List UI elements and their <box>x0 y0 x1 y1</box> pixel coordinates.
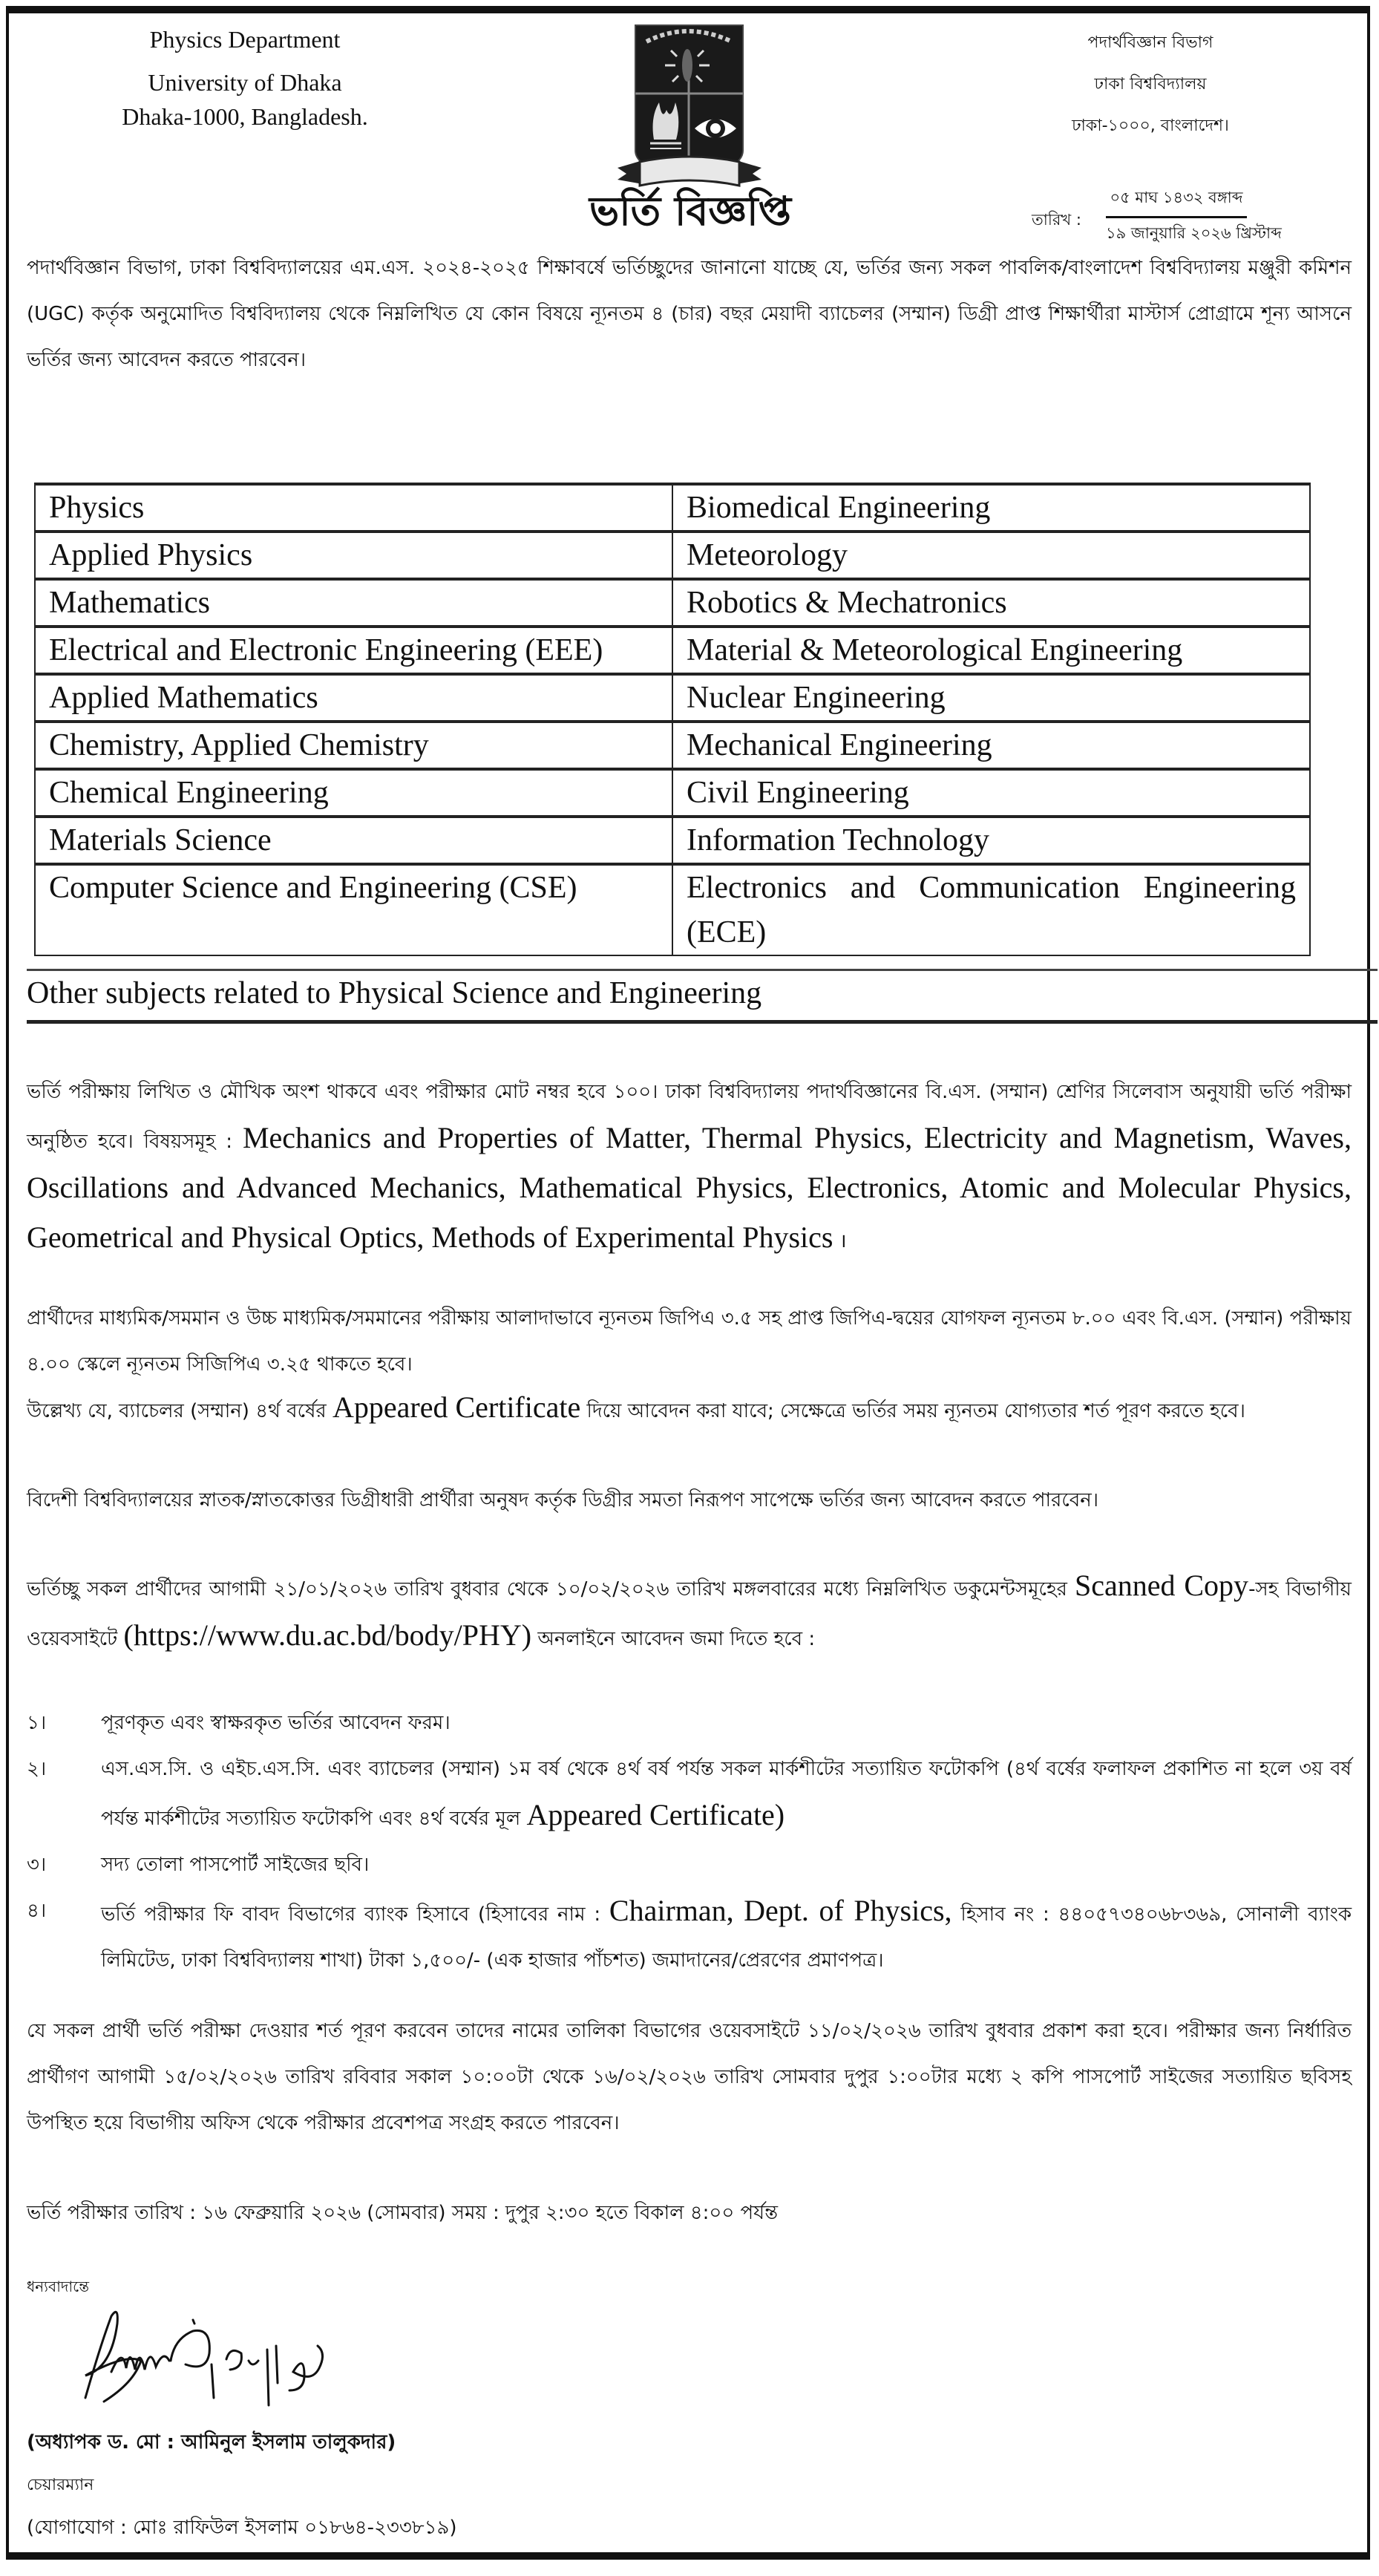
appeared-certificate-paragraph <box>27 1385 1352 1434</box>
subject-row <box>35 579 1310 627</box>
document-item <box>27 1746 1352 1842</box>
item-text-bn-2: হিসাব নং : ৪৪০৫৭৩৪০৬৮৩৬৯, সোনালী ব্যাংক লিমিটেড, ঢাকা বিশ্ববিদ্যালয় শাখা) টাকা ১,৫০০/- (এক হাজার পাঁচশত) জমাদানের/প্রেরণের প্রমাণপত্র। <box>101 1903 1352 1972</box>
address-bn: ঢাকা-১০০০, বাংলাদেশ। <box>1072 117 1229 135</box>
exam-syllabus-bn: ভর্তি পরীক্ষায় লিখিত ও মৌখিক অংশ থাকবে এবং পরীক্ষার মোট নম্বর হবে ১০০। ঢাকা বিশ্ববিদ্যালয় পদার্থবিজ্ঞানের বি.এস. (সম্মান) শ্রেণির সিলেবাস অনুযায়ী ভর্তি পরীক্ষা অনুষ্ঠিত হবে। বিষয়সমূহ : <box>27 1081 1352 1153</box>
subject-left: Physics <box>35 484 672 532</box>
subject-right: Robotics & Mechatronics <box>672 579 1310 627</box>
date-label: তারিখ : <box>1032 211 1081 229</box>
subject-right: Mechanical Engineering <box>672 722 1310 769</box>
subject-left: Mathematics <box>35 579 672 627</box>
apply-mid: -সহ বিভাগীয় ওয়েবসাইটে <box>27 1578 1352 1650</box>
subject-right: Biomedical Engineering <box>672 484 1310 532</box>
header-english-address <box>45 22 445 134</box>
subject-row <box>35 817 1310 864</box>
exam-syllabus-paragraph <box>27 1069 1352 1264</box>
dept-name-bn: পদার্থবিজ্ঞান বিভাগ <box>1087 33 1213 52</box>
appeared-post: দিয়ে আবেদন করা যাবে; সেক্ষেত্রে ভর্তির সময় ন্যূনতম যোগ্যতার শর্ত পূরণ করতে হবে। <box>586 1400 1245 1422</box>
item-text: পূরণকৃত এবং স্বাক্ষরকৃত ভর্তির আবেদন ফরম। <box>101 1712 451 1734</box>
application-paragraph <box>27 1563 1352 1662</box>
subject-right: Material & Meteorological Engineering <box>672 627 1310 674</box>
subject-row <box>35 484 1310 532</box>
item-text <box>101 1746 1352 1842</box>
item-number: ২। <box>27 1758 47 1780</box>
subject-row <box>35 627 1310 674</box>
exam-syllabus-topics: Mechanics and Properties of Matter, Thermal Physics, Electricity and Magnetism, Waves, Oscillations and Advanced Mechanics, Mathematical Physics, Electronics, Atomic and Molecular Physics, Geometrical and Physical Optics, Methods of Experimental Physics <box>27 1121 1352 1254</box>
university-name-bn: ঢাকা বিশ্ববিদ্যালয় <box>1094 75 1207 94</box>
appeared-en: Appeared Certificate <box>332 1390 581 1424</box>
item-text <box>101 1888 1352 1984</box>
exam-syllabus-end: । <box>833 1230 847 1252</box>
subject-left: Chemical Engineering <box>35 769 672 817</box>
apply-pre: ভর্তিচ্ছু সকল প্রার্থীদের আগামী ২১/০১/২০২৬ তারিখ বুধবার থেকে ১০/০২/২০২৬ তারিখ মঙ্গলবারের মধ্যে নিম্নলিখিত ডকুমেন্টসমূহের <box>27 1578 1067 1601</box>
subject-left: Applied Physics <box>35 532 672 579</box>
university-crest-icon <box>613 21 791 192</box>
date-gregorian: ১৯ জানুয়ারি ২০২৬ খ্রিস্টাব্দ <box>1106 224 1282 242</box>
closing-thanks: ধন্যবাদান্তে <box>27 2278 90 2295</box>
exam-date-line: ভর্তি পরীক্ষার তারিখ : ১৬ ফেব্রুয়ারি ২০২৬ (সোমবার) সময় : দুপুর ২:৩০ হতে বিকাল ৪:০০ পর্যন্ত <box>27 2202 779 2224</box>
date-fraction <box>1106 186 1282 247</box>
subject-left: Electrical and Electronic Engineering (EEE) <box>35 627 672 674</box>
subject-row <box>35 864 1310 955</box>
subject-row <box>35 769 1310 817</box>
intro-paragraph: পদার্থবিজ্ঞান বিভাগ, ঢাকা বিশ্ববিদ্যালয়ের এম.এস. ২০২৪-২০২৫ শিক্ষাবর্ষে ভর্তিচ্ছুদের জানানো যাচ্ছে যে, ভর্তির জন্য সকল পাবলিক/বাংলাদেশ বিশ্ববিদ্যালয় মঞ্জুরী কমিশন (UGC) কর্তৃক অনুমোদিত বিশ্ববিদ্যালয় থেকে নিম্নলিখিত যে কোন বিষয়ে ন্যূনতম ৪ (চার) বছর মেয়াদী ব্যাচেলর (সম্মান) ডিগ্রী প্রাপ্ত শিক্ষার্থীরা মাস্টার্স প্রোগ্রামে শূন্য আসনে ভর্তির জন্য আবেদন করতে পারবেন। <box>27 257 1352 371</box>
other-subjects-note: Other subjects related to Physical Science and Engineering <box>27 969 1378 1024</box>
eligible-subjects-table <box>34 483 1311 956</box>
document-item <box>27 1888 1352 1984</box>
item-number: ৩। <box>27 1854 47 1876</box>
university-name-en: University of Dhaka <box>148 69 342 96</box>
signature-icon <box>82 2301 468 2428</box>
item-number: ৪। <box>27 1900 47 1922</box>
item-text-bn: এস.এস.সি. ও এইচ.এস.সি. এবং ব্যাচেলর (সম্মান) ১ম বর্ষ থেকে ৪র্থ বর্ষ পর্যন্ত সকল মার্কশীটের সত্যায়িত ফটোকপি (৪র্থ বর্ষের ফলাফল প্রকাশিত না হলে ৩য় বর্ষ পর্যন্ত মার্কশীটের সত্যায়িত ফটোকপি এবং ৪র্থ বর্ষের মূল <box>101 1758 1352 1830</box>
address-en: Dhaka-1000, Bangladesh. <box>122 103 368 130</box>
foreign-degree-paragraph: বিদেশী বিশ্ববিদ্যালয়ের স্নাতক/স্নাতকোত্তর ডিগ্রীধারী প্রার্থীরা অনুষদ কর্তৃক ডিগ্রীর সমতা নিরূপণ সাপেক্ষে ভর্তির জন্য আবেদন করতে পারবেন। <box>27 1489 1099 1511</box>
item-text-en: Chairman, Dept. of Physics, <box>609 1894 952 1927</box>
subject-row <box>35 674 1310 722</box>
appeared-pre: উল্লেখ্য যে, ব্যাচেলর (সম্মান) ৪র্থ বর্ষের <box>27 1400 327 1422</box>
dept-name-en: Physics Department <box>149 26 341 53</box>
header-bangla-address <box>995 22 1306 147</box>
signatory-designation: চেয়ারম্যান <box>27 2476 94 2494</box>
item-text-en: Appeared Certificate) <box>526 1798 785 1831</box>
notice-title: ভর্তি বিজ্ঞপ্তি <box>589 188 792 235</box>
subject-right: Information Technology <box>672 817 1310 864</box>
candidate-list-paragraph: যে সকল প্রার্থী ভর্তি পরীক্ষা দেওয়ার শর্ত পূরণ করবেন তাদের নামের তালিকা বিভাগের ওয়েবসাইটে ১১/০২/২০২৬ তারিখ বুধবার প্রকাশ করা হবে। পরীক্ষার জন্য নির্ধারিত প্রার্থীগণ আগামী ১৫/০২/২০২৬ তারিখ রবিবার সকাল ১০:০০টা থেকে ১৬/০২/২০২৬ তারিখ সোমবার দুপুর ১:০০টার মধ্যে ২ কপি পাসপোর্ট সাইজের সত্যায়িত ছবিসহ উপস্থিত হয়ে বিভাগীয় অফিস থেকে পরীক্ষার প্রবেশপত্র সংগ্রহ করতে পারবেন। <box>27 2020 1352 2134</box>
date-bangla: ০৫ মাঘ ১৪৩২ বঙ্গাব্দ <box>1106 186 1247 218</box>
subject-right: Nuclear Engineering <box>672 674 1310 722</box>
contact-info: (যোগাযোগ : মোঃ রাফিউল ইসলাম ০১৮৬৪-২৩৩৮১৯) <box>27 2517 457 2539</box>
document-border <box>6 6 1370 2560</box>
document-item <box>27 1700 1352 1746</box>
document-item <box>27 1842 1352 1888</box>
item-text: সদ্য তোলা পাসপোর্ট সাইজের ছবি। <box>101 1854 370 1876</box>
subject-right: Meteorology <box>672 532 1310 579</box>
subject-row <box>35 532 1310 579</box>
subject-row <box>35 722 1310 769</box>
subject-left: Computer Science and Engineering (CSE) <box>35 864 672 955</box>
subject-left: Applied Mathematics <box>35 674 672 722</box>
subject-left: Chemistry, Applied Chemistry <box>35 722 672 769</box>
subject-right: Civil Engineering <box>672 769 1310 817</box>
item-number: ১। <box>27 1712 47 1734</box>
department-website-link[interactable]: (https://www.du.ac.bd/body/PHY) <box>123 1618 532 1652</box>
item-text-bn: ভর্তি পরীক্ষার ফি বাবদ বিভাগের ব্যাংক হিসাবে (হিসাবের নাম : <box>101 1903 601 1926</box>
apply-post: অনলাইনে আবেদন জমা দিতে হবে : <box>537 1628 816 1650</box>
subject-right: Electronics and Communication Engineering (ECE) <box>672 864 1310 955</box>
gpa-requirement-paragraph: প্রার্থীদের মাধ্যমিক/সমমান ও উচ্চ মাধ্যমিক/সমমানের পরীক্ষায় আলাদাভাবে ন্যূনতম জিপিএ ৩.৫ সহ প্রাপ্ত জিপিএ-দ্বয়ের যোগফল ন্যূনতম ৮.০০ এবং বি.এস. (সম্মান) পরীক্ষায় ৪.০০ স্কেলে ন্যূনতম সিজিপিএ ৩.২৫ থাকতে হবে। <box>27 1307 1352 1376</box>
apply-scanned-copy: Scanned Copy <box>1075 1569 1249 1602</box>
subject-left: Materials Science <box>35 817 672 864</box>
required-documents-list <box>27 1700 1352 1984</box>
signatory-name: (অধ্যাপক ড. মো : আমিনুল ইসলাম তালুকদার) <box>27 2431 396 2454</box>
